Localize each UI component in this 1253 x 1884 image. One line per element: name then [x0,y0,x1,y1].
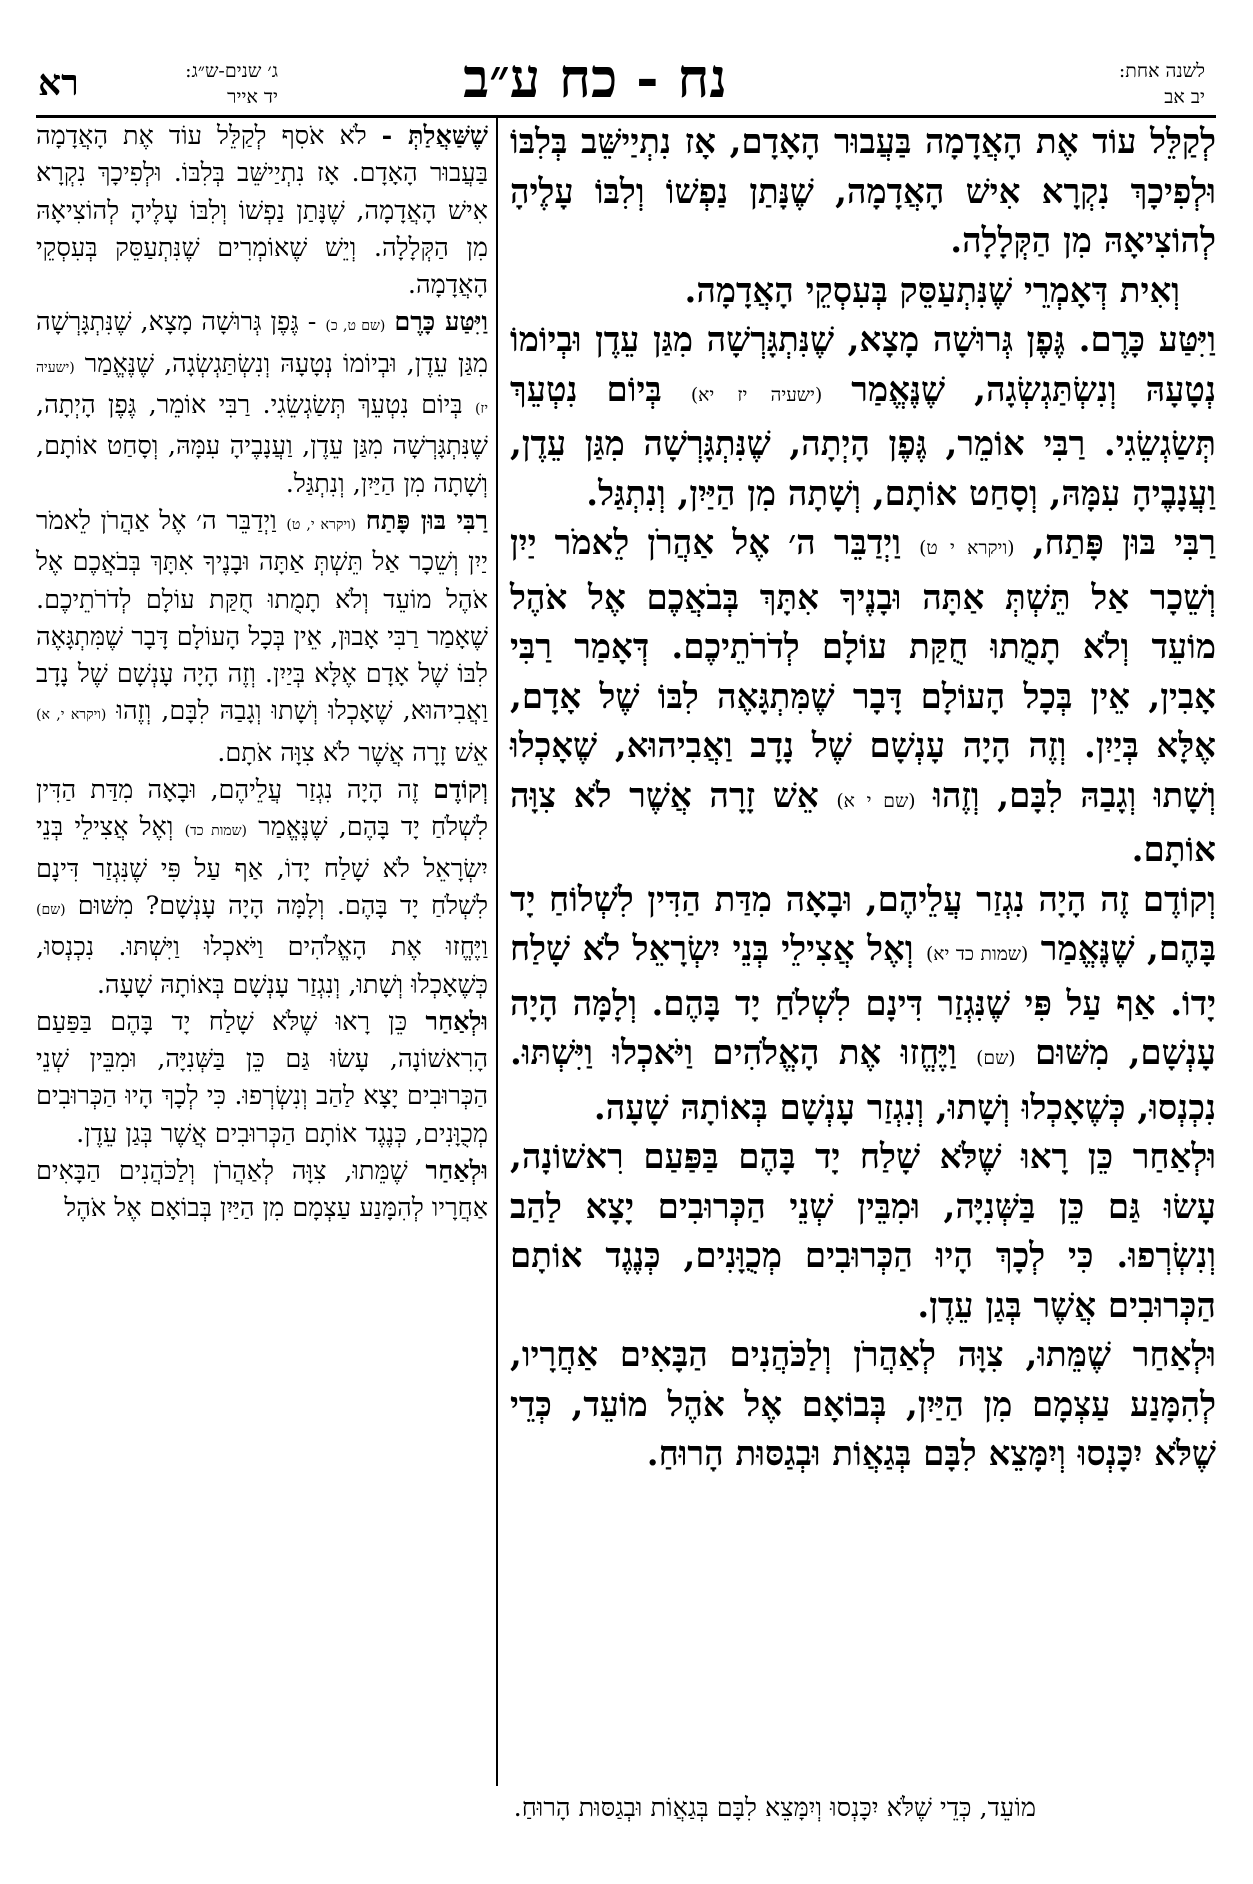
verse-reference: (ויקרא י, ט) [286,516,357,533]
commentary-text: - גֶּפֶן גְּרוּשָׁה מָצָא, שֶׁנִּתְגָּרְשָׁה מִגַּן עֵדֶן, וּבְיוֹמוֹ נְטָעָהּ וְנִשְׂתַּגְשְׂגָה, שֶׁנֶּאֱמַר [36,307,488,379]
schedule-label: ג׳ שנים-ש״ג: [185,60,278,82]
column-divider [496,116,498,1786]
commentary-text: לֹא אֹסִף לְקַלֵּל עוֹד אֶת הָאֲדָמָה בַּעֲבוּר הָאָדָם. אָז נִתְיַישֵּׁב בְּלִבּוֹ. וּלְפִיכָךְ נִקְרָא אִישׁ הָאֲדָמָה, שֶׁנָּתַן נַפְשׁוֹ וְלִבּוֹ עָלֶיהָ לְהוֹצִיאָהּ מִן הַקְּלָלָה. וְיֵשׁ שֶׁאוֹמְרִים שֶׁנִּתְעַסֵּק בְּעִסְקֵי הָאֲדָמָה. [36,121,488,301]
schedule-date: יב אב [1164,86,1205,108]
verse-reference: (ישעיה יז) [36,359,489,418]
commentary-overflow-line: מוֹעֵד, כְּדֵי שֶׁלֹּא יִכָּנְסוּ וְיִמָּצֵא לִבָּם בְּגַאֲוֹת וּבְגַסּוּת הָרוּחַ. [513,1793,1036,1823]
main-text: וַיֶּחֱזוּ אֶת הָאֱלֹהִים וַיֹּאכְלוּ וַיִּשְׁתּוּ. נִכְנְסוּ, כְּשֶׁאָכְלוּ וְשָׁתוּ, וְנִגְזַר עָנְשָׁם בְּאוֹתָהּ שָׁעָה. [510,1033,1216,1128]
commentary-paragraph [36,304,488,502]
schedule-date: יד אייר [227,86,278,108]
commentary-text: וַיְדַבֵּר ה׳ אֶל אַהֲרֹן לֵאמֹר יַיִן וְשֵׁכָר אַל תֵּשְׁתְּ אַתָּה וּבָנֶיךָ אִתָּךְ בְּבֹאֲכֶם אֶל אֹהֶל מוֹעֵד וְלֹא תָמֻתוּ חֻקַּת עוֹלָם לְדֹרֹתֵיכֶם. שֶׁאָמַר רַבִּי אָבוּן, אֵין בְּכָל הָעוֹלָם דָּבָר שֶׁמִּתְגָּאֶה לִבּוֹ שֶׁל אָדָם אֶלָּא בְּיַיִן. וְזֶה הָיָה עָנְשָׁם שֶׁל נָדָב וַאֲבִיהוּא, שֶׁאָכְלוּ וְשָׁתוּ וְגָבַהּ לִבָּם, וְזֶהוּ [36,505,488,727]
commentary-lead: וַיִּטַּע כָּרֶם [394,307,489,338]
main-text: וְאֶל אֲצִילֵי בְּנֵי יִשְׂרָאֵל לֹא שָׁלַח יָדוֹ. אַף עַל פִּי שֶׁנִּגְזַר דִּינָם לִשְׁלֹחַ יָד בָּהֶם. וְלָמָּה הָיָה עָנְשָׁם, מִשּׁוּם [510,929,1216,1073]
commentary-paragraph [36,772,488,1004]
verse-reference: (שם ט, כ) [325,318,386,335]
study-schedule-one-year [1005,58,1205,110]
main-paragraph: וּלְאַחַר כֵּן רָאוּ שֶׁלֹּא שָׁלַח יָד בָּהֶם בַּפַּעַם רִאשׁוֹנָה, עָשׂוּ גַּם כֵּן בַּשְּׁנִיָּה, וּמִבֵּין שְׁנֵי הַכְּרוּבִים יָצָא לַהַב וְנִשְׂרְפוּ. כִּי לְכָךְ הָיוּ הַכְּרוּבִים מְכֻוָּנִים, כְּנֶגֶד אוֹתָם הַכְּרוּבִים אֲשֶׁר בְּגַן עֵדֶן. [510,1137,1216,1326]
verse-reference: (שם י א) [836,790,916,812]
main-text-column [510,118,1216,1798]
page-number: רא [38,62,79,104]
verse-reference: (שם) [976,1048,1016,1069]
commentary-lead: רַבִּי בּוּן פָּתַח [365,505,488,536]
main-paragraph: וּלְאַחַר שֶׁמֵּתוּ, צִוָּה לְאַהֲרֹן וְלַכֹּהֲנִים הַבָּאִים אַחֲרָיו, לְהִמָּנַע עַצְמָם מִן הַיַּיִן, בְּבוֹאָם אֶל אֹהֶל מוֹעֵד, כְּדֵי שֶׁלֹּא יִכָּנְסוּ וְיִמָּצֵא לִבָּם בְּגַאֲוֹת וּבְגַסּוּת הָרוּחַ. [510,1335,1216,1474]
commentary-text: וְאֶל אֲצִילֵי בְּנֵי יִשְׂרָאֵל לֹא שָׁלַח יָדוֹ, אַף עַל פִּי שֶׁנִּגְזַר דִּינָם לִשְׁלֹחַ יָד בָּהֶם. וְלָמָּה הָיָה עָנְשָׁם? מִשּׁוּם [36,812,488,921]
main-paragraph: לְקַלֵּל עוֹד אֶת הָאֲדָמָה בַּעֲבוּר הָאָדָם, אָז נִתְיַישֵּׁב בְּלִבּוֹ וּלְפִיכָךְ נִקְרָא אִישׁ הָאֲדָמָה, שֶׁנָּתַן נַפְשׁוֹ וְלִבּוֹ עָלֶיהָ לְהוֹצִיאָהּ מִן הַקְּלָלָה. [510,122,1216,261]
main-text: וַיְדַבֵּר ה׳ אֶל אַהֲרֹן לֵאמֹר יַיִן וְשֵׁכָר אַל תֵּשְׁתְּ אַתָּה וּבָנֶיךָ אִתָּךְ בְּבֹאֲכֶם אֶל אֹהֶל מוֹעֵד וְלֹא תָמֻתוּ חֻקַּת עוֹלָם לְדֹרֹתֵיכֶם. דְּאָמַר רַבִּי אָבִין, אֵין בְּכָל הָעוֹלָם דָּבָר שֶׁמִּתְגָּאֶה לִבּוֹ שֶׁל אָדָם, אֶלָּא בְּיַיִן. וְזֶה הָיָה עָנְשָׁם שֶׁל נָדָב וַאֲבִיהוּא, שֶׁאָכְלוּ וְשָׁתוּ וְגָבַהּ לִבָּם, וְזֶהוּ [510,523,1217,816]
main-text: בְּיוֹם נִטְעֵךְ תְּשַׂגְשֵׂגִי. רַבִּי אוֹמֵר, גֶּפֶן הָיְתָה, שֶׁנִּתְגָּרְשָׁה מִגַּן עֵדֶן, וַעֲנָבֶיהָ עִמָּהּ, וְסָחַט אוֹתָם, וְשָׁתָה מִן הַיַּיִן, וְנִתְגַּל. [510,369,1216,514]
commentary-text: אֵשׁ זָרָה אֲשֶׁר לֹא צִוָּה אֹתָם. [217,737,488,768]
commentary-paragraph [36,503,488,772]
verse-reference: (שם) [36,901,66,918]
main-text: אֵשׁ זָרָה אֲשֶׁר לֹא צִוָּה אוֹתָם. [510,775,1216,870]
commentary-text: זֶה הָיָה נִגְזַר עֲלֵיהֶם, וּבָאָה מִדַּת הַדִּין לִשְׁלֹחַ יָד בָּהֶם, שֶׁנֶּאֱמַר [36,775,489,843]
study-schedule-three-years [128,58,278,110]
commentary-text: כֵּן רָאוּ שֶׁלֹּא שָׁלַח יָד בָּהֶם בַּפַּעַם הָרִאשׁוֹנָה, עָשׂוּ גַּם כֵּן בַּשְּׁנִיָּה, וּמִבֵּין שְׁנֵי הַכְּרוּבִים יָצָא לַהַב וְנִשְׂרְפוּ. כִּי לְכָךְ הָיוּ הַכְּרוּבִים מְכֻוָּנִים, כְּנֶגֶד אוֹתָם הַכְּרוּבִים אֲשֶׁר בְּגַן עֵדֶן. [36,1006,488,1149]
commentary-paragraph [36,1153,488,1228]
main-paragraph [510,519,1216,876]
commentary-paragraph [36,1004,488,1153]
page-title: נח - כח ע״ב [463,46,727,110]
commentary-text: וַיֶּחֱזוּ אֶת הָאֱלֹהִים וַיֹּאכְלוּ וַיִּשְׁתּוּ. נִכְנְסוּ, כְּשֶׁאָכְלוּ וְשָׁתוּ, וְנִגְזַר עָנְשָׁם בְּאוֹתָהּ שָׁעָה. [36,932,488,1000]
schedule-label: לשנה אחת: [1118,60,1205,82]
main-text: וַיִּטַּע כָּרֶם. גֶּפֶן גְּרוּשָׁה מָצָא, שֶׁנִּתְגָּרְשָׁה מִגַּן עֵדֶן וּבְיוֹמוֹ נְטָעָהּ וְנִשְׂתַּגְשְׂגָה, שֶׁנֶּאֱמַר [510,320,1216,410]
commentary-paragraph [36,118,488,304]
commentary-lead: וּלְאַחַר [425,1156,488,1187]
commentary-column [36,118,488,1783]
main-text: רַבִּי בּוּן פָּתַח, [1032,523,1216,563]
commentary-text: בְּיוֹם נִטְעֵךְ תְּשַׂגְשֵׂגִי. רַבִּי אוֹמֵר, גֶּפֶן הָיְתָה, שֶׁנִּתְגָּרְשָׁה מִגַּן עֵדֶן, וַעֲנָבֶיהָ עִמָּהּ, וְסָחַט אוֹתָם, וְשָׁתָה מִן הַיַּיִן, וְנִתְגַּל. [36,390,488,499]
commentary-text: שֶׁמֵּתוּ, צִוָּה לְאַהֲרֹן וְלַכֹּהֲנִים הַבָּאִים אַחֲרָיו לְהִמָּנַע עַצְמָם מִן הַיַּיִן בְּבוֹאָם אֶל אֹהֶל [36,1156,488,1224]
main-paragraph: וְאִית דְּאָמְרֵי שֶׁנִּתְעַסֵּק בְּעִסְקֵי הָאֲדָמָה. [684,270,1180,311]
commentary-lead: וּלְאַחַר [425,1006,488,1037]
verse-reference: (ישעיה יז יא) [690,384,823,406]
main-paragraph [510,876,1216,1134]
verse-reference: (ויקרא י ט) [919,538,1015,559]
commentary-lead: וְקוֹדֶם [433,775,488,806]
verse-reference: (ויקרא י, א) [36,707,107,724]
verse-reference: (שמות כד) [184,823,248,840]
verse-reference: (שמות כד יא) [925,944,1029,965]
commentary-lead: שֶׁשַּׁאֲלַתְּ - [381,121,488,151]
main-paragraph [510,316,1216,519]
main-text: וְקוֹדֶם זֶה הָיָה נִגְזַר עֲלֵיהֶם, וּבָאָה מִדַּת הַדִּין לִשְׁלוֹחַ יָד בָּהֶם, שֶׁנֶּאֱמַר [510,879,1216,969]
